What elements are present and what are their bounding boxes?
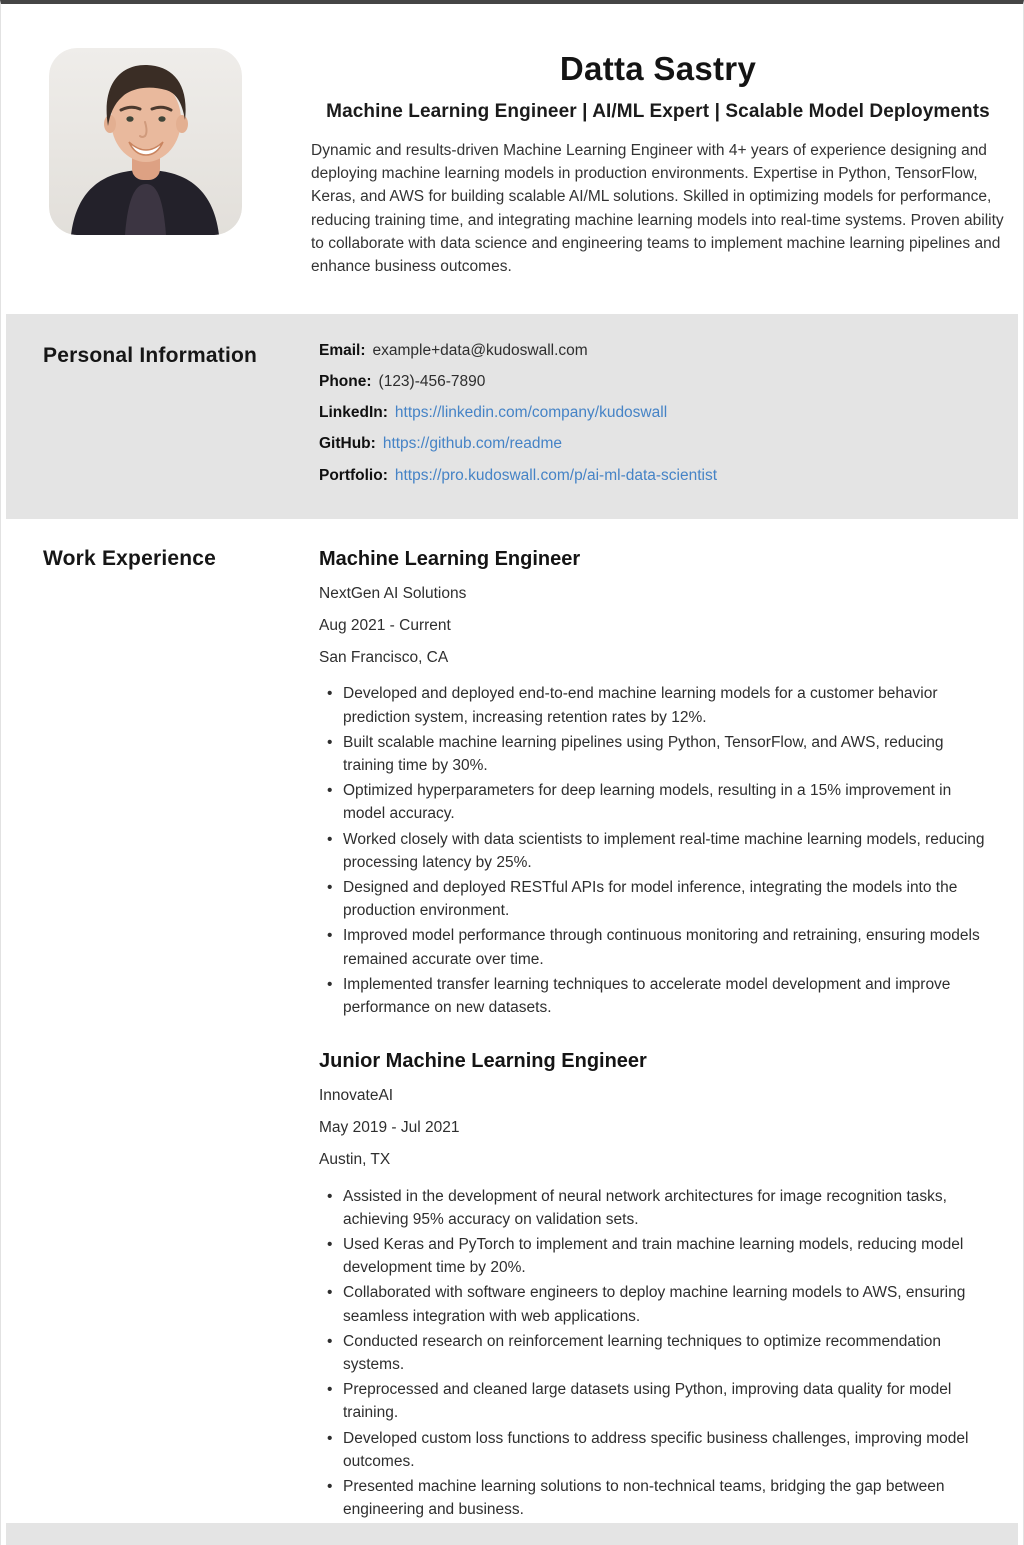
- personal-information-fields: [319, 342, 1018, 485]
- job-bullet: • Developed custom loss functions to address specific business challenges, improving model outcomes.: [319, 1427, 1018, 1473]
- job-bullet: • Designed and deployed RESTful APIs for model inference, integrating the models into the production environment.: [319, 876, 1018, 922]
- job-bullet: • Presented machine learning solutions to non-technical teams, bridging the gap between engineering and business.: [319, 1475, 1018, 1521]
- personal-info-row: [319, 467, 1018, 486]
- personal-info-row: [319, 373, 1018, 392]
- job-bullet: • Improved model performance through continuous monitoring and retraining, ensuring models remained accurate over time.: [319, 924, 1018, 970]
- job-entry: [319, 547, 1018, 1019]
- personal-information-section: [6, 314, 1018, 519]
- job-bullet: • Optimized hyperparameters for deep learning models, resulting in a 15% improvement in model accuracy.: [319, 779, 1018, 825]
- job-bullet-list: [319, 1185, 1018, 1522]
- work-experience-heading: Work Experience: [43, 547, 217, 571]
- job-bullet: • Worked closely with data scientists to implement real-time machine learning models, reducing processing latency by 25%.: [319, 828, 1018, 874]
- job-bullet: • Implemented transfer learning techniques to accelerate model development and improve performance on new datasets.: [319, 973, 1018, 1019]
- candidate-headline: Machine Learning Engineer | AI/ML Expert | Scalable Model Deployments: [326, 100, 990, 122]
- job-dates: May 2019 - Jul 2021: [319, 1118, 460, 1136]
- footer-strip: [6, 1523, 1018, 1545]
- personal-info-label: GitHub:: [319, 435, 376, 453]
- candidate-name: Datta Sastry: [559, 50, 757, 87]
- job-bullet: • Preprocessed and cleaned large datasets using Python, improving data quality for model training.: [319, 1378, 1018, 1424]
- job-bullet: • Collaborated with software engineers to deploy machine learning models to AWS, ensuring seamless integration with web applications.: [319, 1281, 1018, 1327]
- personal-info-link[interactable]: https://linkedin.com/company/kudoswall: [394, 404, 668, 422]
- job-list: [319, 547, 1018, 1545]
- personal-info-row: [319, 404, 1018, 423]
- personal-info-row: [319, 342, 1018, 361]
- job-bullet: • Assisted in the development of neural network architectures for image recognition tasks, achieving 95% accuracy on validation sets.: [319, 1185, 1018, 1231]
- header: [1, 4, 1023, 278]
- personal-info-value: (123)-456-7890: [378, 373, 486, 391]
- personal-info-row: [319, 435, 1018, 454]
- personal-info-label: LinkedIn:: [319, 404, 388, 422]
- personal-info-link[interactable]: https://pro.kudoswall.com/p/ai-ml-data-scientist: [394, 466, 718, 484]
- personal-info-link[interactable]: https://github.com/readme: [382, 435, 563, 453]
- job-dates: Aug 2021 - Current: [319, 616, 451, 634]
- job-title: Machine Learning Engineer: [319, 548, 581, 571]
- job-bullet: • Conducted research on reinforcement learning techniques to optimize recommendation systems.: [319, 1330, 1018, 1376]
- job-company: NextGen AI Solutions: [319, 584, 467, 602]
- personal-information-heading: Personal Information: [43, 344, 258, 368]
- job-location: Austin, TX: [319, 1150, 391, 1168]
- personal-info-label: Phone:: [319, 373, 372, 391]
- job-title: Junior Machine Learning Engineer: [319, 1050, 647, 1073]
- candidate-summary: Dynamic and results-driven Machine Learning Engineer with 4+ years of experience designing and deploying machine learning models in production environments. Expertise in Python, TensorFlow, Keras, and AWS for building scalable AI/ML solutions. Skilled in optimizing models for performance, reducing training time, and integrating machine learning models into real-time systems. Proven ability to collaborate with data science and engineering teams to implement machine learning pipelines and enhance business outcomes.: [311, 141, 1004, 275]
- personal-info-label: Portfolio:: [319, 466, 388, 484]
- job-company: InnovateAI: [319, 1086, 394, 1104]
- profile-photo: [49, 48, 242, 235]
- personal-info-label: Email:: [319, 342, 366, 360]
- work-experience-section: [6, 519, 1018, 1545]
- job-bullet-list: [319, 682, 1018, 1019]
- job-bullet: • Developed and deployed end-to-end machine learning models for a customer behavior prediction system, increasing retention rates by 12%.: [319, 682, 1018, 728]
- job-entry: [319, 1049, 1018, 1521]
- job-location: San Francisco, CA: [319, 648, 449, 666]
- job-bullet: • Built scalable machine learning pipelines using Python, TensorFlow, and AWS, reducing training time by 30%.: [319, 731, 1018, 777]
- portrait-illustration: [49, 48, 242, 235]
- header-text: [311, 48, 1005, 278]
- job-bullet: • Used Keras and PyTorch to implement and train machine learning models, reducing model development time by 20%.: [319, 1233, 1018, 1279]
- personal-info-value: example+data@kudoswall.com: [372, 342, 588, 360]
